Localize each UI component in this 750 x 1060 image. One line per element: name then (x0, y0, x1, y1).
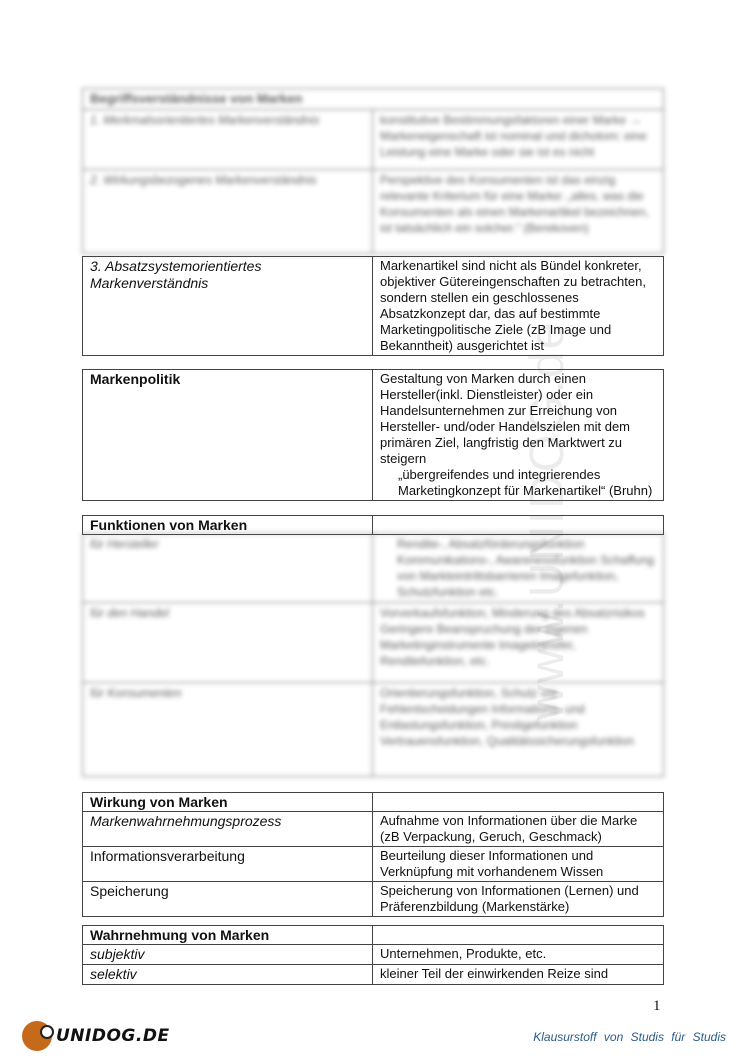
blurred-row-text: konstitutive Bestimmungsfaktoren einer Marke → Markeneigenschaft ist nominal und dichotom: eine Leistung eine Marke oder sie ist es nicht (373, 110, 664, 170)
empty-cell (373, 516, 664, 535)
wahrnehmung-title: Wahrnehmung von Marken (83, 926, 373, 945)
wahrnehmung-label: subjektiv (83, 945, 373, 965)
blurred-row-text: Perspektive des Konsumenten ist das einzig relevante Kriterium für eine Marke: „alles, was die Konsumenten als einen Markenartikel bezeichnen, ist tatsächlich ein solcher.“ (Berekoven) (373, 170, 664, 254)
wirkung-text: Speicherung von Informationen (Lernen) und Präferenzbildung (Markenstärke) (373, 882, 664, 917)
blurred-row-text: Rendite-, Absatzförderungsfunktion Kommunikations-, Awarenessfunktion Schaffung von Markteintrittsbarrieren Imagefunktion, Schutzfunktion etc. (373, 534, 664, 603)
wahrnehmung-table (82, 925, 664, 985)
wirkung-text: Beurteilung dieser Informationen und Verknüpfung mit vorhandenem Wissen (373, 847, 664, 882)
markenpolitik-table (82, 369, 664, 501)
wirkung-title: Wirkung von Marken (83, 793, 373, 812)
watermark: www.UNIDOG.de (521, 320, 574, 720)
unidog-logo (22, 1018, 170, 1054)
wahrnehmung-label: selektiv (83, 965, 373, 985)
wirkung-label: Speicherung (83, 882, 373, 917)
page-number: 1 (653, 998, 661, 1014)
blurred-row-text: Vorverkaufsfunktion, Minderung des Absatzrisikos Geringere Beanspruchung der eigenen Marketinginstrumente Imagetransfer, Renditefunktion, etc. (373, 603, 664, 683)
markenpolitik-definition: Gestaltung von Marken durch einen Hersteller(inkl. Dienstleister) oder ein Handelsunternehmen zur Erreichung von Hersteller- und/oder Handelszielen mit dem primären Ziel, langfristig den Marktwert zu steigern (380, 371, 631, 466)
blurred-functions-block (82, 533, 663, 777)
definition-text: Markenartikel sind nicht als Bündel konkreter, objektiver Gütereingenschaften zu betrachten, sondern stellen ein geschlossenes Absatzkonzept dar, das auf bestimmte Marketingpolitische Ziele (zB Image und Bekanntheit) ausgerichtet ist (373, 257, 664, 356)
blurred-row-label: für den Handel (83, 603, 373, 683)
blurred-section-title: Begriffsverständnisse von Marken (83, 89, 664, 110)
wirkung-label: Informationsverarbeitung (83, 847, 373, 882)
funktionen-title: Funktionen von Marken (83, 516, 373, 535)
footer-tagline: Klausurstoff von Studis für Studis (533, 1030, 726, 1044)
markenpolitik-label: Markenpolitik (83, 370, 373, 501)
blurred-row-label: 1. Merkmalsorientiertes Markenverständnis (83, 110, 373, 170)
definition-label: 3. Absatzsystemorientiertes Markenverständnis (83, 257, 373, 356)
markenpolitik-text (373, 370, 664, 501)
funktionen-table-header (82, 515, 664, 535)
empty-cell (373, 926, 664, 945)
blurred-row-label: 2. Wirkungsbezogenes Markenverständnis (83, 170, 373, 254)
wirkung-label: Markenwahrnehmungsprozess (83, 812, 373, 847)
wahrnehmung-text: Unternehmen, Produkte, etc. (373, 945, 664, 965)
blurred-row-label: für Konsumenten (83, 683, 373, 777)
blurred-row-text: Orientierungsfunktion, Schutz vor Fehlentscheidungen Informations- und Entlastungsfunktion, Prestigefunktion Vertrauensfunktion, Qualitätssicherungsfunktion (373, 683, 664, 777)
empty-cell (373, 793, 664, 812)
blurred-definitions-block (82, 88, 663, 254)
markenpolitik-quote: „übergreifendes und integrierendes Marketingkonzept für Markenartikel“ (Bruhn) (398, 467, 653, 498)
wahrnehmung-text: kleiner Teil der einwirkenden Reize sind (373, 965, 664, 985)
wirkung-text: Aufnahme von Informationen über die Marke (zB Verpackung, Geruch, Geschmack) (373, 812, 664, 847)
definitions-table-row3 (82, 256, 664, 356)
dog-icon (22, 1021, 52, 1051)
wirkung-table (82, 792, 664, 917)
blurred-row-label: für Hersteller (83, 534, 373, 603)
logo-text: UNIDOG.DE (56, 1026, 170, 1046)
